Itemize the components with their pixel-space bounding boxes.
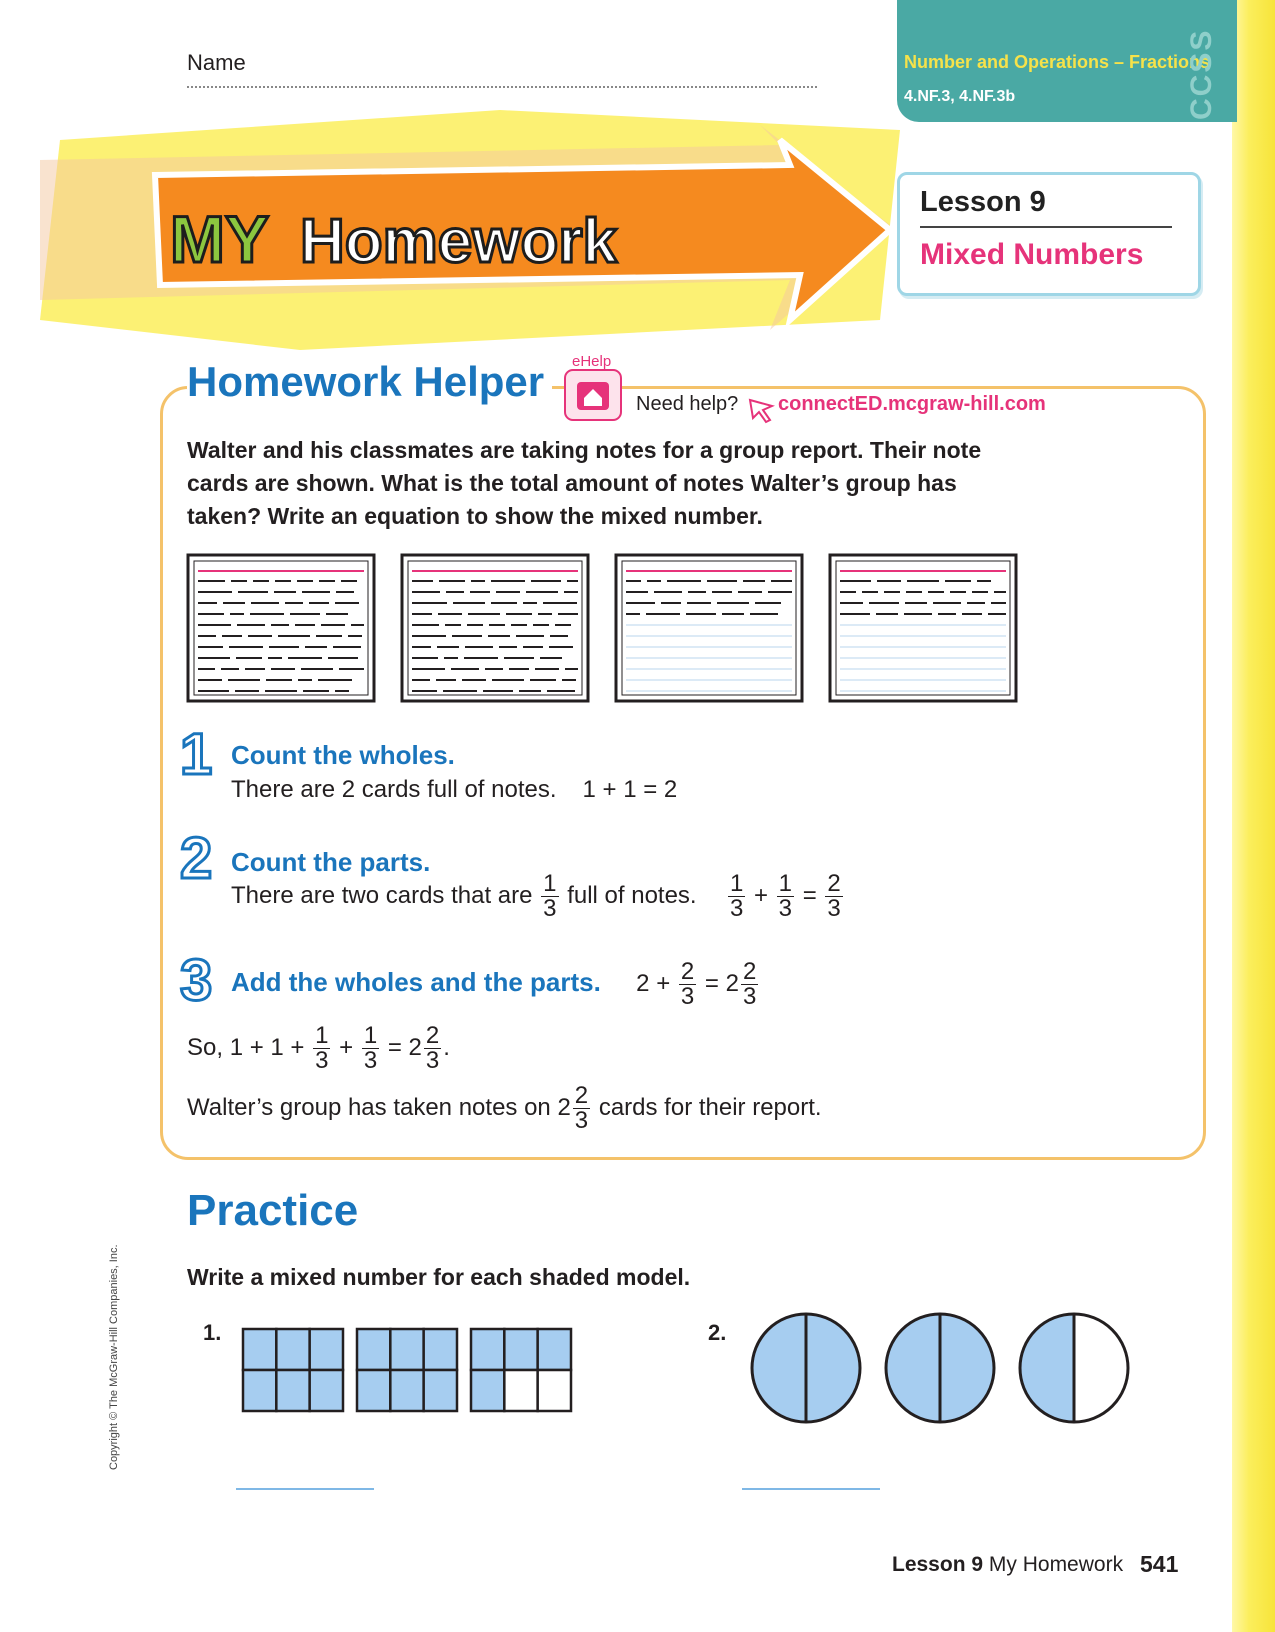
grid-cell — [538, 1370, 571, 1411]
grid-cell — [390, 1329, 423, 1370]
practice-title: Practice — [187, 1186, 359, 1235]
step-two-text: There are two cards that are $\frac{1}{3}$ full of notes. $\frac{1}{3}$ + $\frac{1}{3}$ = $\frac{2}{3}$ — [231, 870, 841, 922]
note-card — [188, 555, 374, 701]
my-homework-banner — [0, 70, 900, 370]
grid-cell — [471, 1370, 504, 1411]
step-one-text: There are 2 cards full of notes. 1 + 1 = 2 — [231, 776, 678, 803]
name-label: Name — [187, 50, 246, 75]
ehelp-label[interactable]: eHelp — [572, 353, 612, 370]
grid-cell — [424, 1329, 457, 1370]
practice-instruction: Write a mixed number for each shaded model. — [187, 1264, 691, 1290]
circle-right-half — [806, 1314, 860, 1422]
circle-model — [1020, 1314, 1128, 1422]
grid-cell — [243, 1329, 276, 1370]
note-card — [402, 555, 588, 701]
question-two-model — [748, 1308, 1148, 1428]
problem-text: Walter and his classmates are taking notes for a group report. Their note cards are shown. What is the total amount of notes Walter’s group has taken? Write an equation to show the mixed number. — [187, 437, 982, 529]
svg-text:3: 3 — [180, 948, 213, 1008]
svg-text:2: 2 — [180, 826, 213, 886]
step-three-heading: Add the wholes and the parts. — [231, 966, 601, 997]
grid-cell — [538, 1329, 571, 1370]
grid-model — [243, 1329, 343, 1411]
step-two-icon — [178, 826, 222, 886]
circle-model — [886, 1314, 994, 1422]
grid-cell — [276, 1329, 309, 1370]
step-one-equation: 1 + 1 = 2 — [582, 776, 678, 803]
circle-model — [752, 1314, 860, 1422]
grid-cell — [357, 1329, 390, 1370]
grid-cell — [424, 1370, 457, 1411]
circle-right-half — [1074, 1314, 1128, 1422]
lesson-title: Mixed Numbers — [920, 238, 1144, 271]
grid-model — [357, 1329, 457, 1411]
grid-cell — [357, 1370, 390, 1411]
svg-text:1: 1 — [180, 722, 213, 782]
question-one-answer-line[interactable] — [236, 1488, 374, 1490]
grid-cell — [504, 1329, 537, 1370]
grid-cell — [310, 1370, 343, 1411]
connected-link[interactable]: connectED.mcgraw-hill.com — [778, 393, 1046, 415]
ccss-strand: Number and Operations – Fractions — [904, 52, 1211, 72]
final-answer: Walter’s group has taken notes on 2 $\frac{2}{3}$ cards for their report. — [187, 1082, 822, 1134]
banner-my-text: MY — [170, 202, 269, 276]
grid-cell — [276, 1370, 309, 1411]
step-two-heading: Count the parts. — [231, 847, 431, 877]
grid-cell — [243, 1370, 276, 1411]
question-two-answer-line[interactable] — [742, 1488, 880, 1490]
copyright-text: Copyright © The McGraw-Hill Companies, Inc. — [108, 1244, 120, 1470]
circle-left-half — [752, 1314, 806, 1422]
homework-helper-title: Homework Helper — [187, 358, 552, 406]
note-card — [616, 555, 802, 701]
decorative-edge — [1232, 0, 1275, 1632]
footer-label: Lesson 9 My Homework — [892, 1553, 1124, 1576]
lesson-number: Lesson 9 — [920, 186, 1046, 218]
page-number: 541 — [1140, 1551, 1179, 1577]
need-help-text: Need help? — [636, 393, 739, 415]
step-one-heading: Count the wholes. — [231, 740, 455, 770]
grid-cell — [504, 1370, 537, 1411]
ccss-tag: CCSS — [1185, 28, 1218, 120]
grid-cell — [471, 1329, 504, 1370]
circle-left-half — [886, 1314, 940, 1422]
summary-equation: So, 1 + 1 + $\frac{1}{3}$ + $\frac{1}{3}$ = 2 $\frac{2}{3}$ . — [187, 1022, 450, 1074]
question-one-label: 1. — [203, 1320, 222, 1345]
banner-homework-text: Homework — [300, 207, 617, 276]
step-three-line: Add the wholes and the parts. 2 + $\frac{2}{3}$ = 2 $\frac{2}{3}$ — [231, 958, 757, 1010]
circle-right-half — [940, 1314, 994, 1422]
note-card — [830, 555, 1016, 701]
grid-cell — [390, 1370, 423, 1411]
question-one-model — [240, 1326, 580, 1416]
ccss-standards: 4.NF.3, 4.NF.3b — [904, 88, 1016, 105]
grid-model — [471, 1329, 571, 1411]
step-one-icon — [178, 722, 218, 782]
grid-cell — [310, 1329, 343, 1370]
step-three-icon — [178, 948, 222, 1008]
circle-left-half — [1020, 1314, 1074, 1422]
note-cards — [185, 552, 1025, 704]
lesson-divider — [920, 226, 1172, 228]
cursor-icon — [746, 394, 776, 424]
question-two-label: 2. — [708, 1320, 727, 1345]
